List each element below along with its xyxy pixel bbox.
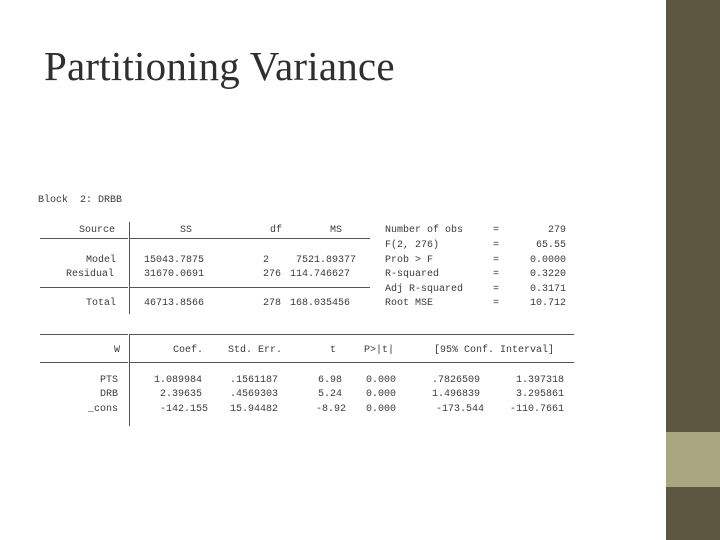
stat-label: R-squared [385, 269, 440, 280]
coef-cell-coef: 1.089984 [154, 375, 203, 386]
anova-header-df: df [270, 225, 283, 236]
stat-value: 0.3220 [530, 269, 567, 280]
coef-top-rule-left [40, 334, 128, 335]
anova-cell-source: Residual [66, 269, 115, 280]
stat-equals: = [493, 298, 500, 309]
coef-cell-var: PTS [100, 375, 119, 386]
stat-value: 0.3171 [530, 284, 567, 295]
anova-cell-df: 278 [263, 298, 282, 309]
stat-label: Number of obs [385, 225, 464, 236]
stat-value: 279 [548, 225, 567, 236]
stat-equals: = [493, 255, 500, 266]
coef-cell-t: 5.24 [318, 389, 343, 400]
coef-cell-t: 6.98 [318, 375, 343, 386]
coef-cell-ci-high: 1.397318 [516, 375, 565, 386]
anova-cell-source: Total [86, 298, 117, 309]
coef-cell-ci-low: .7826509 [432, 375, 481, 386]
anova-cell-df: 276 [263, 269, 282, 280]
anova-cell-source: Model [86, 255, 117, 266]
coef-cell-se: .1561187 [230, 375, 279, 386]
coef-header-rule-left [40, 362, 128, 363]
anova-divider [129, 222, 130, 314]
stat-label: Root MSE [385, 298, 434, 309]
coef-header-ci: [95% Conf. Interval] [434, 345, 555, 356]
coef-cell-var: DRB [100, 389, 119, 400]
anova-cell-ss: 31670.0691 [144, 269, 205, 280]
anova-rule-right [130, 238, 370, 239]
anova-cell-ss: 15043.7875 [144, 255, 205, 266]
slide-title: Partitioning Variance [44, 43, 395, 89]
anova-rule-left [40, 238, 128, 239]
block-header: Block 2: DRBB [38, 195, 123, 206]
coef-header-rule-right [130, 362, 574, 363]
anova-cell-ss: 46713.8566 [144, 298, 205, 309]
anova-cell-ms: 168.035456 [290, 298, 351, 309]
stat-equals: = [493, 284, 500, 295]
anova-cell-ms: 114.746627 [290, 269, 351, 280]
coef-cell-t: -8.92 [316, 404, 347, 415]
coef-header-t: t [330, 345, 337, 356]
coef-cell-ci-low: -173.544 [436, 404, 485, 415]
coef-header-p: P>|t| [364, 345, 395, 356]
stat-equals: = [493, 225, 500, 236]
coef-divider [129, 334, 130, 426]
sidebar-accent-block [666, 432, 720, 487]
coef-cell-coef: -142.155 [160, 404, 209, 415]
anova-header-source: Source [79, 225, 116, 236]
coef-header-coef: Coef. [173, 345, 204, 356]
stat-equals: = [493, 240, 500, 251]
anova-total-rule-right [130, 287, 370, 288]
coef-cell-p: 0.000 [366, 389, 397, 400]
coef-cell-p: 0.000 [366, 375, 397, 386]
coef-cell-coef: 2.39635 [160, 389, 203, 400]
coef-cell-ci-high: 3.295861 [516, 389, 565, 400]
stat-label: Adj R-squared [385, 284, 464, 295]
coef-header-var: W [114, 345, 121, 356]
anova-header-ss: SS [180, 225, 193, 236]
stat-value: 65.55 [536, 240, 567, 251]
coef-cell-p: 0.000 [366, 404, 397, 415]
stat-equals: = [493, 269, 500, 280]
coef-header-se: Std. Err. [228, 345, 283, 356]
coef-cell-ci-high: -110.7661 [510, 404, 565, 415]
stat-value: 0.0000 [530, 255, 567, 266]
stat-label: Prob > F [385, 255, 434, 266]
coef-cell-se: .4569303 [230, 389, 279, 400]
stat-label: F(2, 276) [385, 240, 440, 251]
coef-cell-ci-low: 1.496839 [432, 389, 481, 400]
anova-cell-df: 2 [263, 255, 270, 266]
coef-cell-se: 15.94482 [230, 404, 279, 415]
anova-total-rule-left [40, 287, 128, 288]
anova-cell-ms: 7521.89377 [296, 255, 357, 266]
coef-top-rule-right [130, 334, 574, 335]
anova-header-ms: MS [330, 225, 343, 236]
coef-cell-var: _cons [88, 404, 119, 415]
stat-value: 10.712 [530, 298, 567, 309]
